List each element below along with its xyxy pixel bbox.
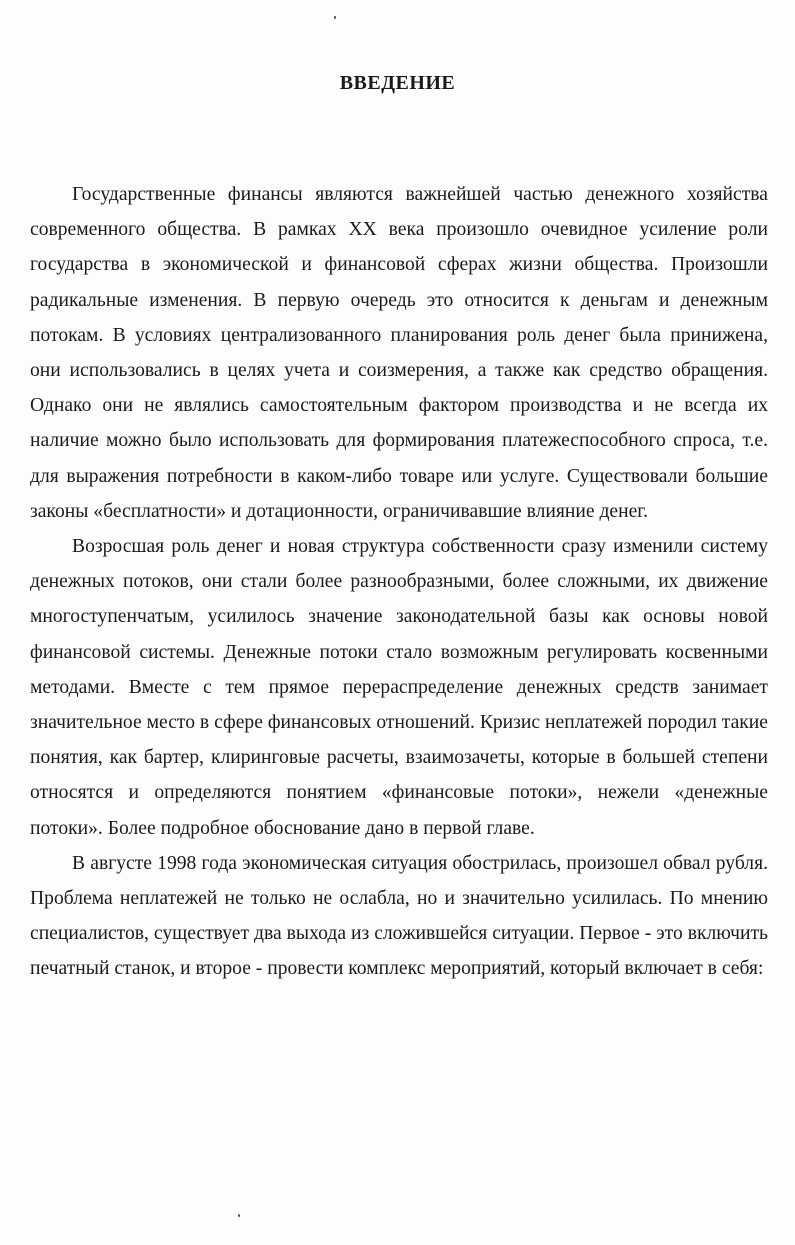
page-title: ВВЕДЕНИЕ	[339, 72, 456, 94]
paragraph-2: Возросшая роль денег и новая структура собственности сразу изменили систему денежных потоков, они стали более разнообразными, более сложными, их движение многоступенчатым, усилилось значение законодательной базы как основы новой финансовой системы. Денежные потоки стало возможным регулировать косвенными методами. Вместе с тем прямое перераспределение денежных средств занимает значительное место в сфере финансовых отношений. Кризис неплатежей породил такие понятия, как бартер, клиринговые расчеты, взаимозачеты, которые в большей степени относятся и определяются понятием «финансовые потоки», нежели «денежные потоки». Более подробное обоснование дано в первой главе.	[30, 536, 768, 839]
scan-speck	[334, 16, 336, 19]
document-body	[30, 177, 768, 987]
scan-speck	[238, 1214, 240, 1217]
paragraph-3: В августе 1998 года экономическая ситуация обострилась, произошел обвал рубля. Проблема неплатежей не только не ослабла, но и значительно усилилась. По мнению специалистов, существует два выхода из сложившейся ситуации. Первое - это включить печатный станок, и второе - провести комплекс мероприятий, который включает в себя:	[30, 852, 768, 980]
paragraph-1: Государственные финансы являются важнейшей частью денежного хозяйства современного общества. В рамках XX века произошло очевидное усиление роли государства в экономической и финансовой сферах жизни общества. Произошли радикальные изменения. В первую очередь это относится к деньгам и денежным потокам. В условиях централизованного планирования роль денег была принижена, они использовались в целях учета и соизмерения, а также как средство обращения. Однако они не являлись самостоятельным фактором производства и не всегда их наличие можно было использовать для формирования платежеспособного спроса, т.е. для выражения потребности в каком-либо товаре или услуге. Существовали большие законы «бесплатности» и дотационности, ограничивавшие влияние денег.	[30, 184, 768, 522]
